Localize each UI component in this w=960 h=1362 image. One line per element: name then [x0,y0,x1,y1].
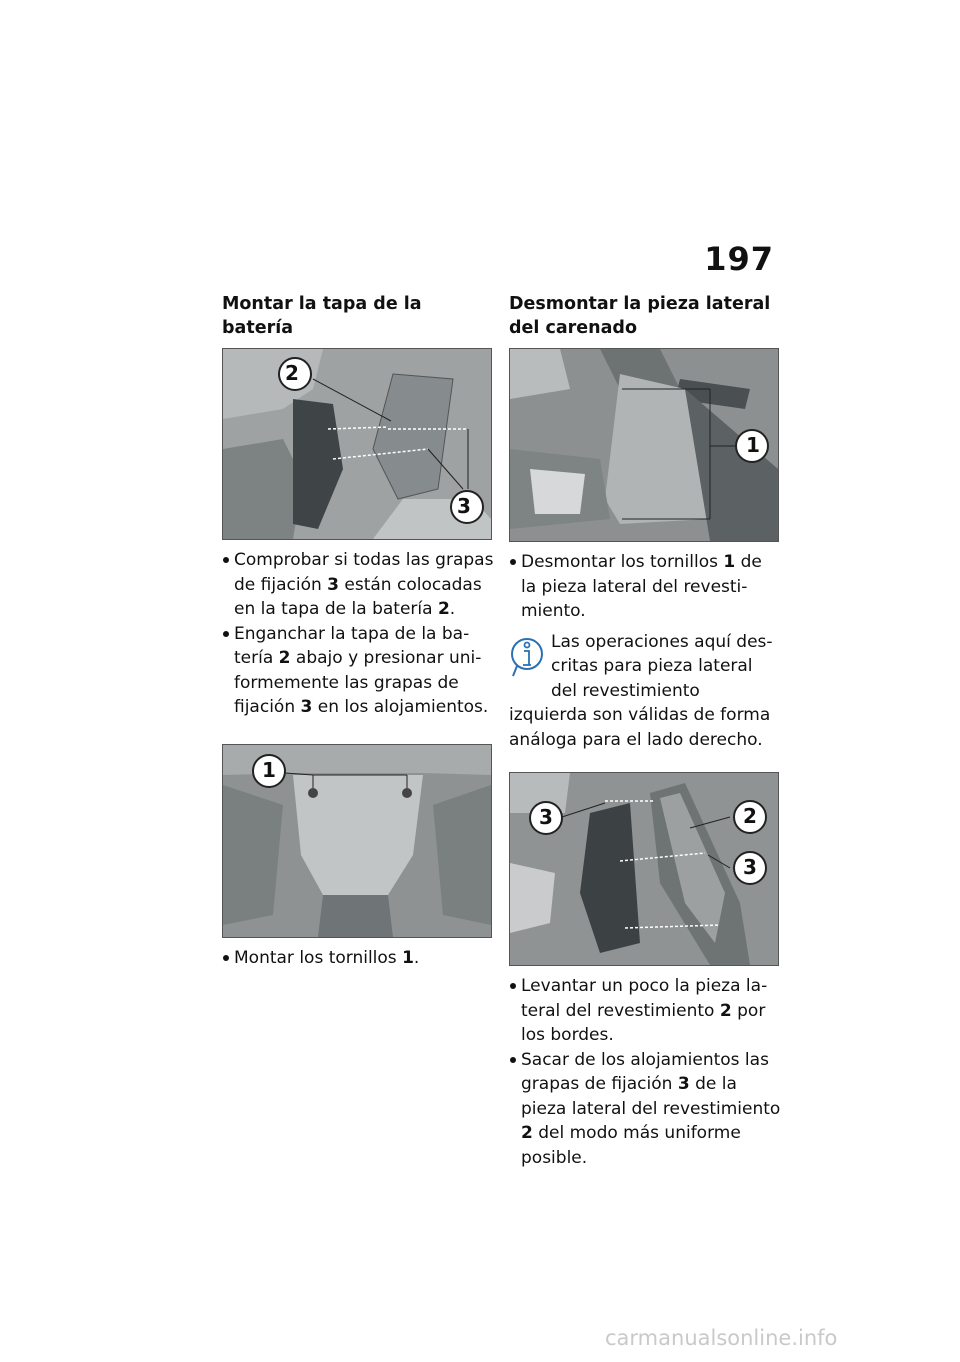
steps-side-panel-screws [509,550,781,624]
step-lift-panel: Levantar un poco la pieza lateral del revestimiento 2 por los bordes. [509,974,781,1048]
callout-2: 2 [285,361,299,385]
side-panel-screws-figure [509,348,779,542]
callout-3-left: 3 [539,805,553,829]
left-column [222,292,494,970]
info-icon [509,634,545,680]
watermark: carmanualsonline.info [605,1326,838,1350]
info-note [509,630,781,753]
callout-1: 1 [746,433,760,457]
steps-side-panel-removal [509,974,781,1170]
right-column [509,292,781,1170]
side-panel-clips-figure [509,772,779,966]
section-heading-battery-cover: Montar la tapa de la batería [222,294,422,338]
steps-screws [222,946,494,971]
step-hook-cover: Enganchar la tapa de la batería 2 abajo y presionar uniformemente las grapas de fijación 3 en los alojamientos. [222,622,494,720]
callout-3: 3 [457,494,471,518]
note-text: Las operaciones aquí descritas para pieza lateral del revestimiento izquierda son válidas de forma análoga para el lado derecho. [509,631,773,750]
page-number: 197 [704,240,774,278]
callout-2: 2 [743,804,757,828]
steps-battery-cover [222,548,494,720]
battery-cover-figure [222,348,492,540]
step-remove-screws: Desmontar los tornillos 1 de la pieza lateral del revestimiento. [509,550,781,624]
step-mount-screws: Montar los tornillos 1. [222,946,494,971]
callout-3-right: 3 [743,855,757,879]
step-check-clips: Comprobar si todas las grapas de fijación 3 están colocadas en la tapa de la batería 2. [222,548,494,622]
step-remove-clips: Sacar de los alojamientos las grapas de fijación 3 de la pieza lateral del revestimiento 2 del modo más uniforme posible. [509,1048,781,1171]
screws-figure [222,744,492,938]
section-heading-side-panel: Desmontar la pieza lateral del carenado [509,294,771,338]
callout-1: 1 [262,757,276,782]
